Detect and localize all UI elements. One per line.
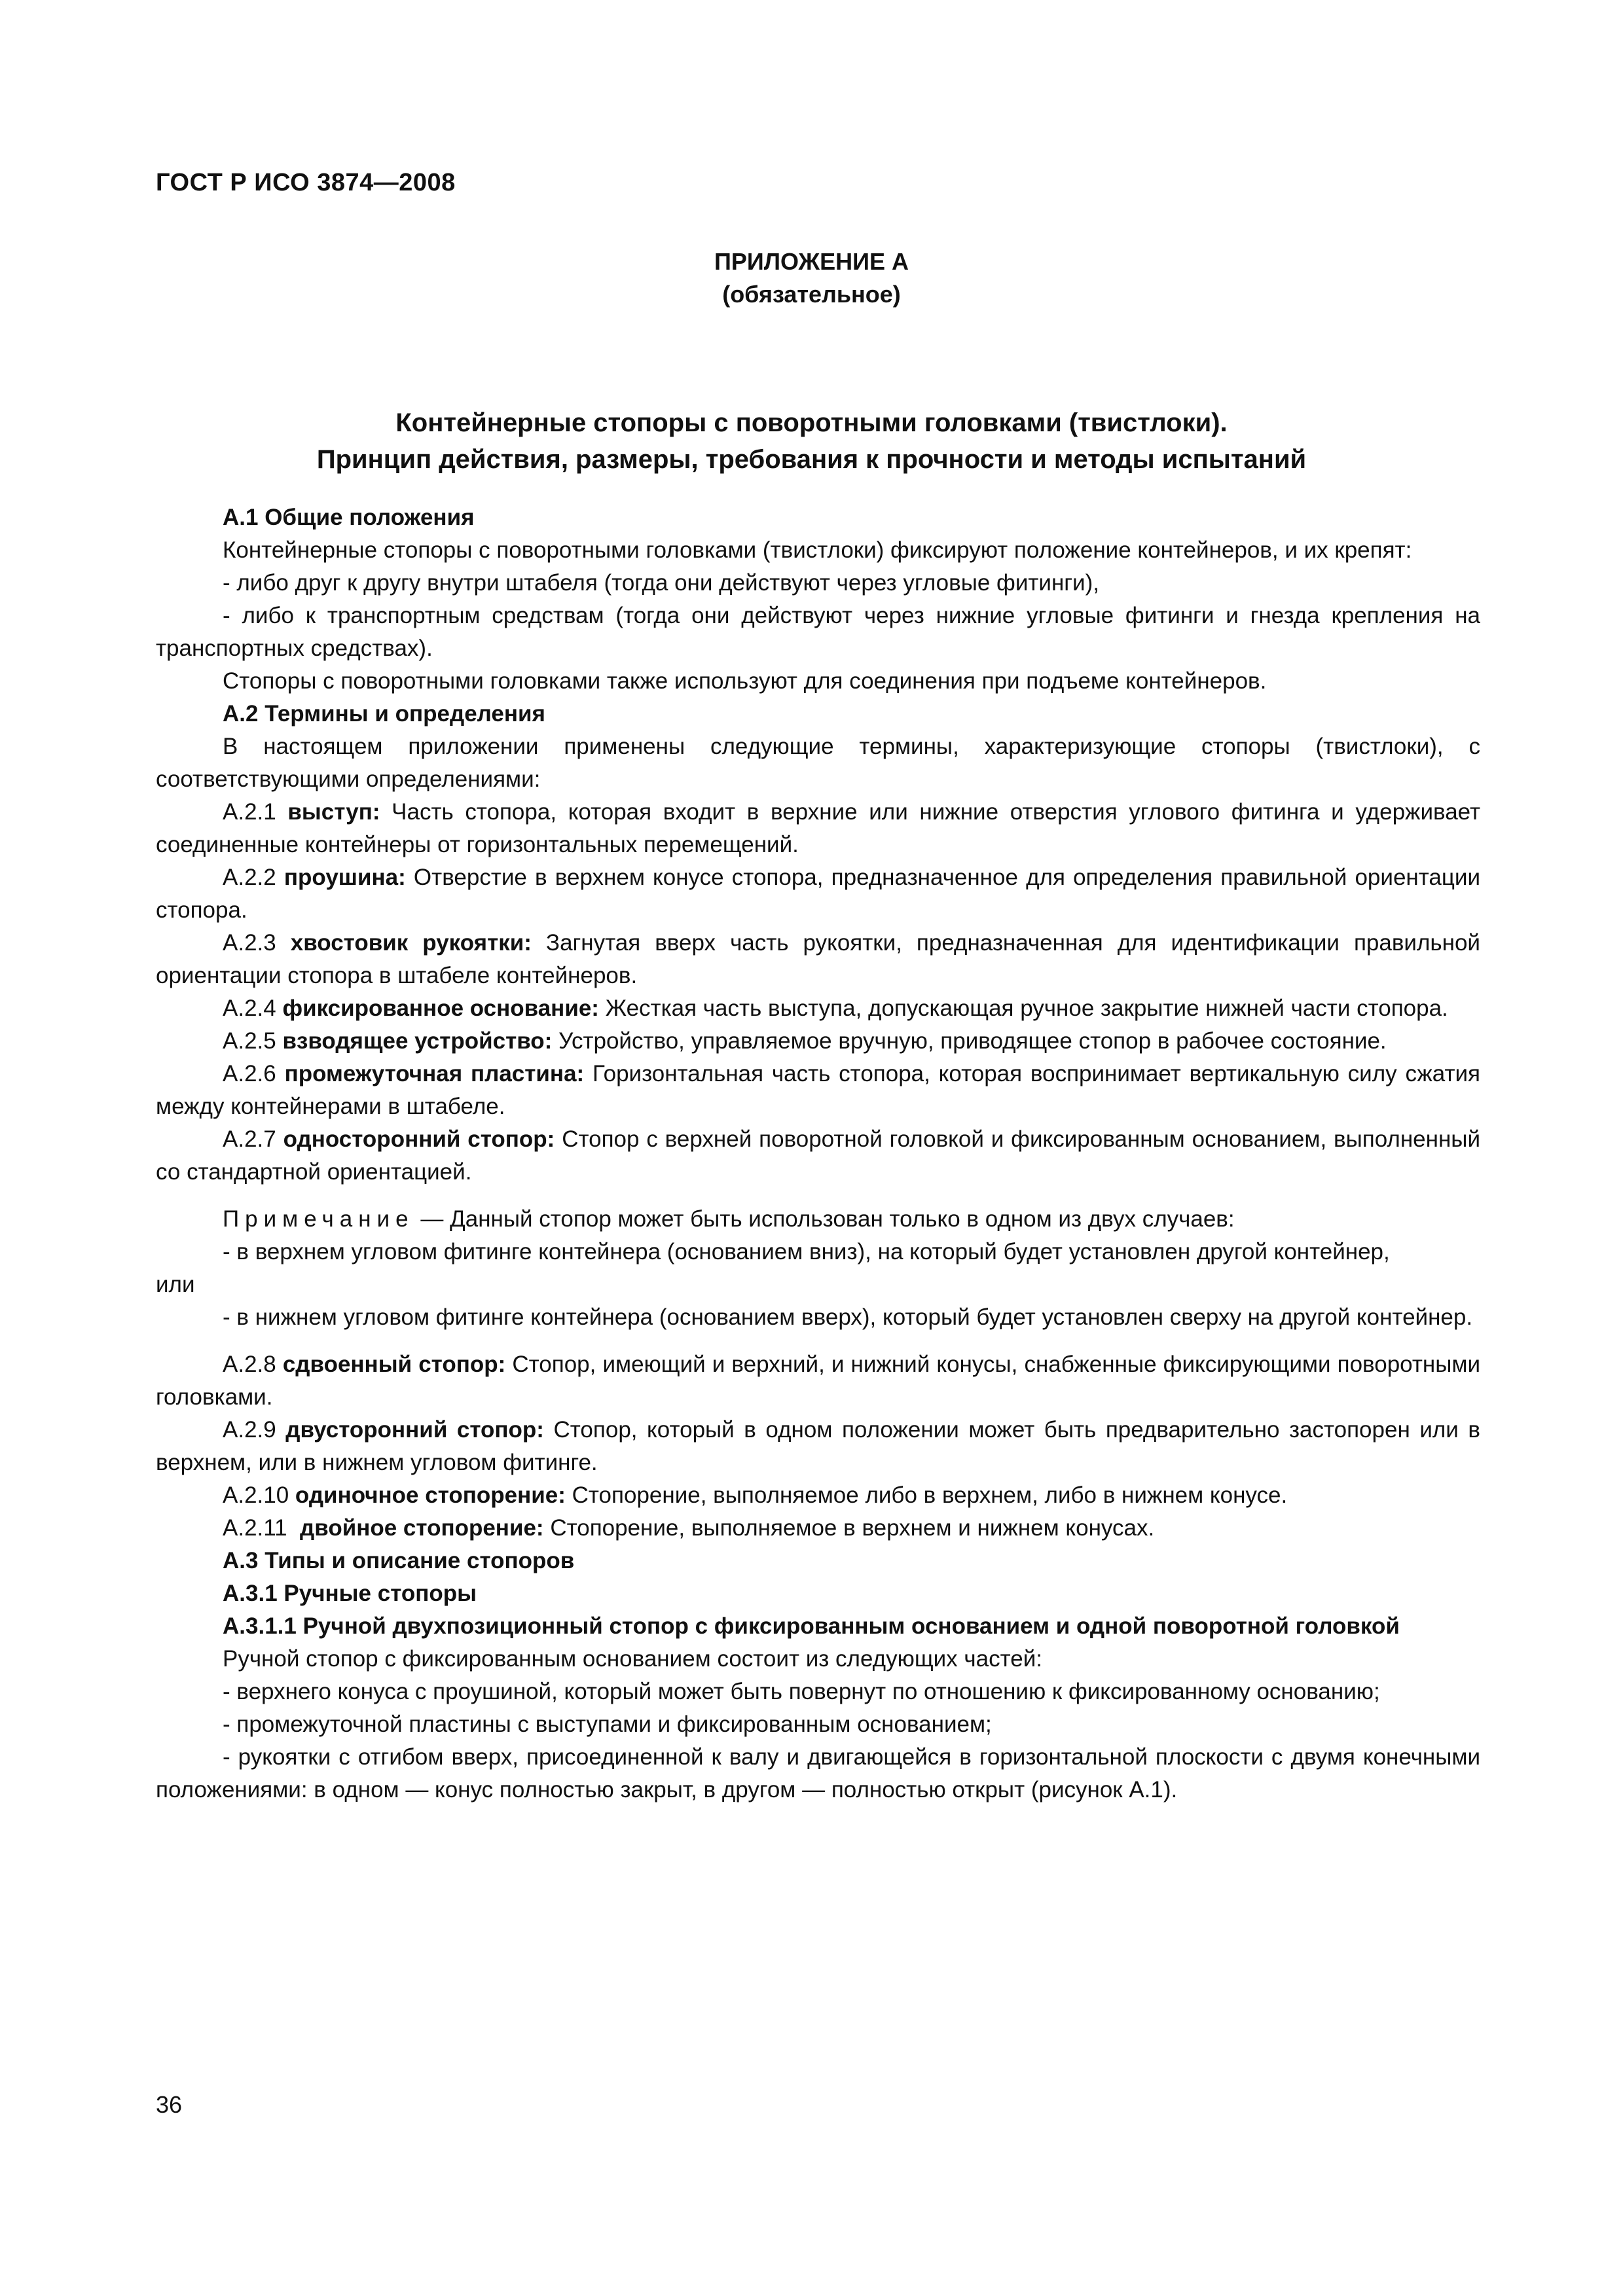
definition: Стопор, имеющий и верхний, и нижний конусы, снабженные фиксирующими поворотными головками. [156, 1352, 1481, 1410]
term-number: А.2.4 [223, 996, 283, 1021]
note-text: — Данный стопор может быть использован только в одном из двух случаев: [414, 1206, 1235, 1232]
appendix-status: (обязательное) [722, 281, 901, 308]
document-header: ГОСТ Р ИСО 3874—2008 [156, 169, 456, 196]
definition: Стопорение, выполняемое либо в верхнем, либо в нижнем конусе. [565, 1482, 1288, 1508]
definition: Отверстие в верхнем конусе стопора, предназначенное для определения правильной ориентации стопора. [156, 865, 1480, 923]
definition: Стопор, который в одном положении может быть предварительно застопорен или в верхнем, или в нижнем угловом фитинге. [156, 1417, 1480, 1475]
definition: Стопор с верхней поворотной головкой и фиксированным основанием, выполненный со стандартной ориентацией. [156, 1126, 1481, 1185]
term: двойное стопорение: [300, 1515, 544, 1541]
paragraph: В настоящем приложении применены следующие термины, характеризующие стопоры (твистлоки), с соответствующими определениями: [156, 734, 1480, 792]
appendix-label: ПРИЛОЖЕНИЕ А [714, 248, 909, 275]
term: фиксированное основание: [282, 996, 599, 1021]
term: сдвоенный стопор: [282, 1352, 506, 1377]
appendix-heading [0, 245, 1623, 311]
term-definition [156, 861, 1480, 927]
term-number: А.2.3 [223, 930, 291, 956]
subsection-heading-a3-1-1: А.3.1.1 Ручной двухпозиционный стопор с фиксированным основанием и одной поворотной головкой [223, 1613, 1400, 1639]
term-definition [156, 1348, 1480, 1414]
term-definition [156, 927, 1480, 992]
note [156, 1203, 1480, 1236]
definition: Часть стопора, которая входит в верхние или нижние отверстия углового фитинга и удерживает соединенные контейнеры от горизонтальных перемещений. [156, 799, 1480, 857]
list-item: - верхнего конуса с проушиной, который может быть повернут по отношению к фиксированному основанию; [223, 1679, 1380, 1704]
definition: Устройство, управляемое вручную, приводящее стопор в рабочее состояние. [552, 1028, 1387, 1054]
term-definition [156, 1512, 1480, 1545]
list-item: - рукоятки с отгибом вверх, присоединенной к валу и двигающейся в горизонтальной плоскости с двумя конечными положениями: в одном — конус полностью закрыт, в другом — полностью открыт (рисунок А.1). [156, 1744, 1480, 1803]
term-number: А.2.10 [223, 1482, 295, 1508]
term-number: А.2.9 [223, 1417, 286, 1443]
term: одиночное стопорение: [295, 1482, 566, 1508]
definition: Жесткая часть выступа, допускающая ручное закрытие нижней части стопора. [598, 996, 1448, 1021]
paragraph: Стопоры с поворотными головками также используют для соединения при подъеме контейнеров. [223, 668, 1267, 694]
term-definition [156, 992, 1480, 1025]
section-heading-a1: А.1 Общие положения [223, 505, 475, 530]
paragraph: Ручной стопор с фиксированным основанием состоит из следующих частей: [223, 1646, 1042, 1672]
term: взводящее устройство: [282, 1028, 553, 1054]
document-body [156, 501, 1480, 1806]
note-item: - в верхнем угловом фитинге контейнера (основанием вниз), на который будет установлен другой контейнер, [223, 1239, 1390, 1265]
appendix-title [131, 404, 1492, 478]
term: хвостовик рукоятки: [290, 930, 532, 956]
term: выступ: [287, 799, 380, 825]
note-or: или [156, 1272, 195, 1297]
note-item: - в нижнем угловом фитинге контейнера (основанием вверх), который будет установлен сверху на другой контейнер. [223, 1304, 1473, 1330]
term-number: А.2.6 [223, 1061, 285, 1086]
term-definition [156, 1058, 1480, 1123]
definition: Горизонтальная часть стопора, которая воспринимает вертикальную силу сжатия между контейнерами в штабеле. [156, 1061, 1480, 1119]
term: односторонний стопор: [283, 1126, 555, 1152]
definition: Загнутая вверх часть рукоятки, предназначенная для идентификации правильной ориентации стопора в штабеле контейнеров. [156, 930, 1480, 988]
appendix-title-line-1: Контейнерные стопоры с поворотными головками (твистлоки). [395, 408, 1228, 437]
term: проушина: [283, 865, 406, 890]
term-definition [156, 1479, 1480, 1512]
term-definition [156, 1123, 1480, 1189]
appendix-title-line-2: Принцип действия, размеры, требования к прочности и методы испытаний [316, 445, 1307, 474]
term-number: А.2.2 [223, 865, 284, 890]
term-number: А.2.1 [223, 799, 288, 825]
term-number: А.2.8 [223, 1352, 283, 1377]
list-item: - либо друг к другу внутри штабеля (тогда они действуют через угловые фитинги), [223, 570, 1099, 596]
term: промежуточная пластина: [284, 1061, 585, 1086]
list-item: - промежуточной пластины с выступами и фиксированным основанием; [223, 1712, 992, 1737]
list-item: - либо к транспортным средствам (тогда они действуют через нижние угловые фитинги и гнезда крепления на транспортных средствах). [156, 603, 1480, 661]
term-number: А.2.5 [223, 1028, 283, 1054]
term-definition [156, 1025, 1480, 1058]
note-label: Примечание [223, 1206, 414, 1232]
term-definition [156, 796, 1480, 861]
definition: Стопорение, выполняемое в верхнем и нижнем конусах. [543, 1515, 1155, 1541]
paragraph: Контейнерные стопоры с поворотными головками (твистлоки) фиксируют положение контейнеров, и их крепят: [223, 537, 1412, 563]
section-heading-a2: А.2 Термины и определения [223, 701, 545, 726]
term-definition [156, 1414, 1480, 1479]
subsection-heading-a3-1: А.3.1 Ручные стопоры [223, 1581, 477, 1606]
section-heading-a3: А.3 Типы и описание стопоров [223, 1548, 575, 1573]
term: двусторонний стопор: [285, 1417, 544, 1443]
term-number: А.2.11 [223, 1515, 301, 1541]
page-number: 36 [156, 2091, 183, 2118]
term-number: А.2.7 [223, 1126, 283, 1152]
